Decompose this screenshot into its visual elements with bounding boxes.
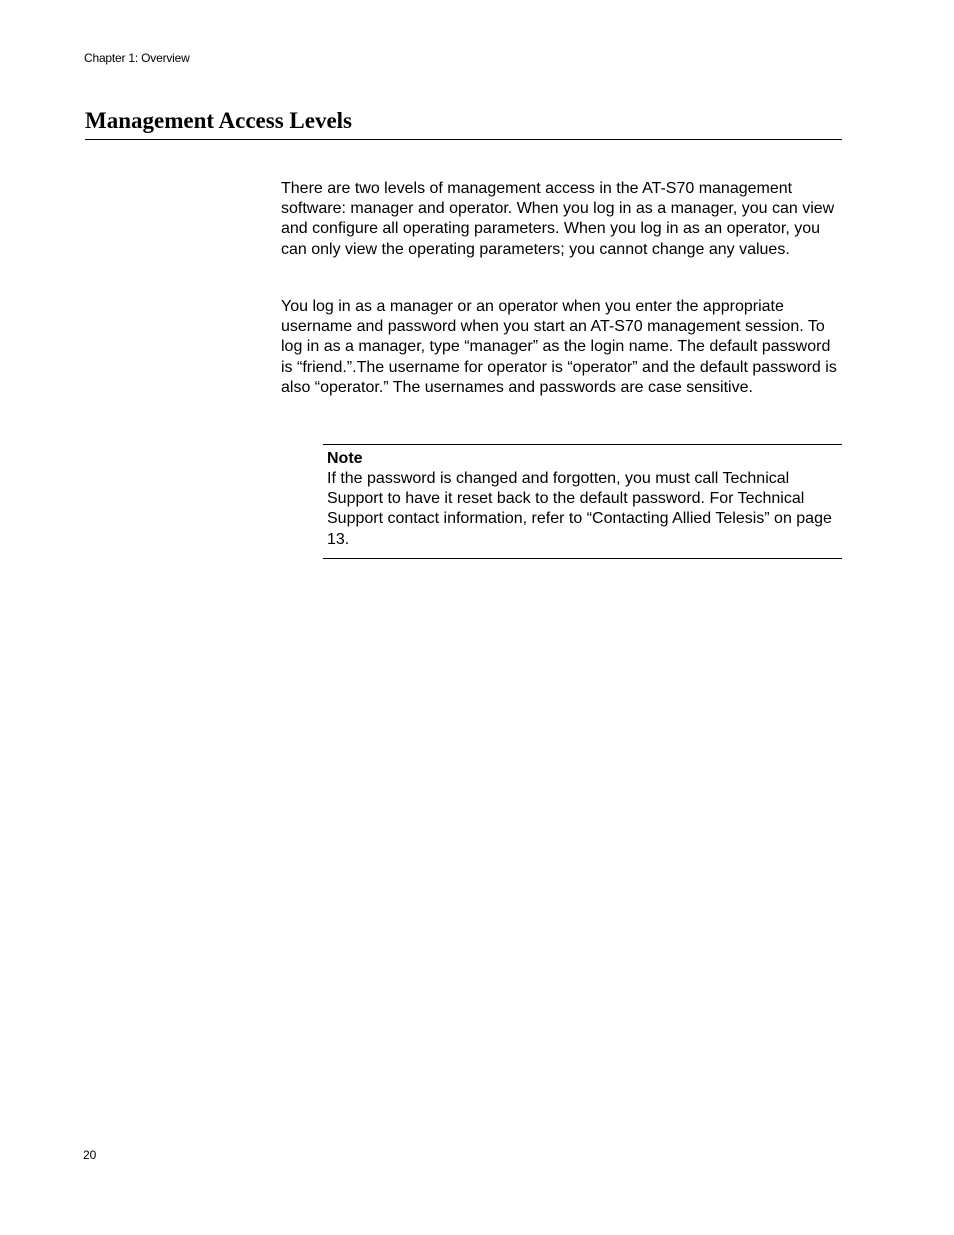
page-number: 20 [83,1148,97,1162]
paragraph-login-credentials: You log in as a manager or an operator when you enter the appropriate username and password when you start an AT-S70 management session. To log in as a manager, type “manager” as the login name. The default password is “friend.”.The username for operator is “operator” and the default password is also “operator.” The usernames and passwords are case sensitive. [281,298,837,396]
paragraph-access-levels: There are two levels of management access in the AT-S70 management software: manager and operator. When you log in as a manager, you can view and configure all operating parameters. When you log in as an operator, you can only view the operating parameters; you cannot change any values. [281,180,835,258]
note-title: Note [327,450,363,467]
running-header: Chapter 1: Overview [84,51,190,65]
note-text: If the password is changed and forgotten, you must call Technical Support to have it reset back to the default password. For Technical Support contact information, refer to “Contacting Allied Telesis” on page 13. [327,470,832,548]
note-box [323,444,842,559]
section-title: Management Access Levels [85,107,842,140]
